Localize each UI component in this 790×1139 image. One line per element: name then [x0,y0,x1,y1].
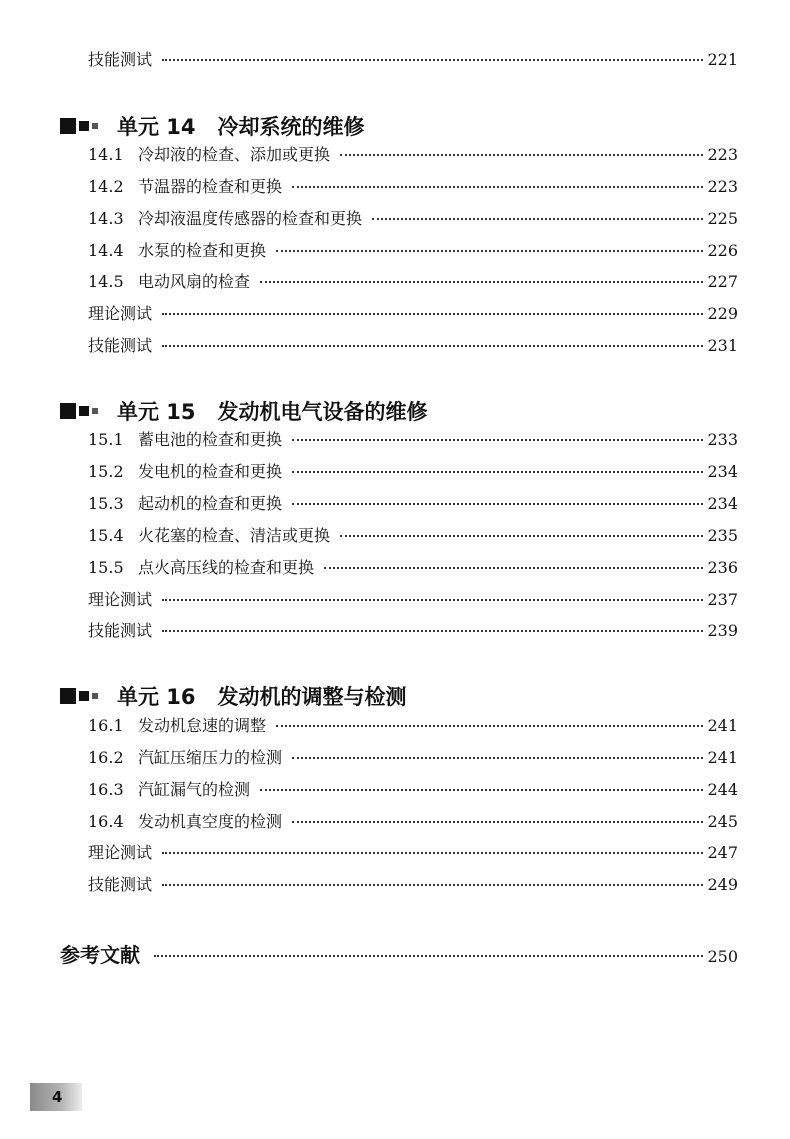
toc-entry [88,875,738,895]
references-title: 参考文献 [60,943,140,967]
unit-title: 发动机的调整与检测 [217,685,407,709]
leader-dots [162,313,703,315]
toc-entry-page: 235 [707,526,738,545]
leader-dots [162,59,703,61]
toc-entry [88,145,738,165]
unit-label: 单元 15 [117,400,196,424]
references-page: 250 [707,947,738,966]
toc-entry [88,812,738,832]
toc-entry [88,780,738,800]
toc-entry-references [60,939,738,965]
toc-entry-title: 理论测试 [88,304,153,323]
leader-dots [260,789,703,791]
leader-dots [276,250,703,252]
toc-entry [88,272,738,292]
toc-entry-page: 221 [707,50,738,69]
toc-entry-number: 15.4 [88,526,124,545]
leader-dots [292,439,703,441]
toc-entry-title: 发动机真空度的检测 [138,812,283,831]
page-number: 4 [52,1088,63,1106]
toc-entry-number: 16.1 [88,716,124,735]
leader-dots [162,852,703,854]
toc-entry-title: 汽缸压缩压力的检测 [138,748,283,767]
toc-entry [88,430,738,450]
leader-dots [372,218,703,220]
toc-entry-title: 发电机的检查和更换 [138,462,283,481]
toc-entry-title: 冷却液的检查、添加或更换 [138,145,331,164]
unit-heading-15 [60,397,428,425]
toc-entry-title: 理论测试 [88,590,153,609]
toc-entry [88,336,738,356]
toc-entry-page: 244 [707,780,738,799]
toc-entry-title: 电动风扇的检查 [138,272,251,291]
toc-entry-page: 236 [707,558,738,577]
unit-heading-14 [60,112,365,140]
toc-entry-number: 16.2 [88,748,124,767]
heading-square-marks-icon [60,118,101,134]
unit-title: 发动机电气设备的维修 [217,400,428,424]
leader-dots [162,599,703,601]
leader-dots [340,535,703,537]
toc-entry-page: 231 [707,336,738,355]
toc-entry-page: 237 [707,590,738,609]
toc-entry-page: 233 [707,430,738,449]
toc-entry [88,462,738,482]
leader-dots [292,503,703,505]
toc-entry-number: 15.2 [88,462,124,481]
toc-entry-page: 234 [707,462,738,481]
toc-entry [88,304,738,324]
toc-entry-page: 245 [707,812,738,831]
toc-entry-page: 225 [707,209,738,228]
toc-entry [88,843,738,863]
toc-entry-number: 14.4 [88,241,124,260]
unit-heading-16 [60,682,407,710]
leader-dots [154,955,703,957]
toc-entry-page: 227 [707,272,738,291]
toc-entry-page: 234 [707,494,738,513]
toc-entry-page: 241 [707,748,738,767]
leader-dots [292,186,703,188]
heading-square-marks-icon [60,688,101,704]
toc-entry-title: 蓄电池的检查和更换 [138,430,283,449]
toc-entry [88,716,738,736]
leader-dots [324,567,703,569]
toc-entry-title: 技能测试 [88,621,153,640]
toc-entry [88,748,738,768]
leader-dots [276,725,703,727]
toc-entry-title: 发动机怠速的调整 [138,716,267,735]
toc-entry [88,209,738,229]
unit-label: 单元 14 [117,115,196,139]
toc-entry [88,590,738,610]
toc-entry-page: 223 [707,145,738,164]
leader-dots [162,884,703,886]
leader-dots [340,154,703,156]
leader-dots [292,471,703,473]
toc-entry-page: 249 [707,875,738,894]
toc-entry-number: 15.1 [88,430,124,449]
leader-dots [292,757,703,759]
toc-entry-title: 节温器的检查和更换 [138,177,283,196]
toc-entry-title: 点火高压线的检查和更换 [138,558,315,577]
leader-dots [162,630,703,632]
unit-label: 单元 16 [117,685,196,709]
unit-title: 冷却系统的维修 [217,115,365,139]
toc-entry [88,494,738,514]
toc-entry-top [88,50,738,70]
toc-entry-title: 技能测试 [88,336,153,355]
toc-entry-number: 14.5 [88,272,124,291]
toc-entry-page: 226 [707,241,738,260]
leader-dots [292,821,703,823]
leader-dots [260,281,703,283]
toc-entry-number: 16.3 [88,780,124,799]
toc-entry-title: 技能测试 [88,875,153,894]
toc-entry-title: 水泵的检查和更换 [138,241,267,260]
toc-entry-title: 火花塞的检查、清洁或更换 [138,526,331,545]
toc-entry-page: 229 [707,304,738,323]
heading-square-marks-icon [60,403,101,419]
toc-entry-number: 14.2 [88,177,124,196]
toc-entry [88,241,738,261]
toc-entry [88,558,738,578]
toc-entry-number: 15.5 [88,558,124,577]
toc-entry [88,621,738,641]
toc-entry-page: 239 [707,621,738,640]
toc-entry-number: 14.1 [88,145,124,164]
leader-dots [162,345,703,347]
toc-entry [88,526,738,546]
toc-entry-page: 247 [707,843,738,862]
toc-entry-title: 技能测试 [88,50,153,69]
page-number-badge [30,1083,82,1111]
toc-entry-title: 汽缸漏气的检测 [138,780,251,799]
toc-entry-title: 冷却液温度传感器的检查和更换 [138,209,363,228]
toc-entry-title: 起动机的检查和更换 [138,494,283,513]
toc-entry [88,177,738,197]
toc-entry-number: 16.4 [88,812,124,831]
toc-entry-number: 14.3 [88,209,124,228]
toc-entry-number: 15.3 [88,494,124,513]
toc-entry-title: 理论测试 [88,843,153,862]
toc-entry-page: 241 [707,716,738,735]
toc-entry-page: 223 [707,177,738,196]
